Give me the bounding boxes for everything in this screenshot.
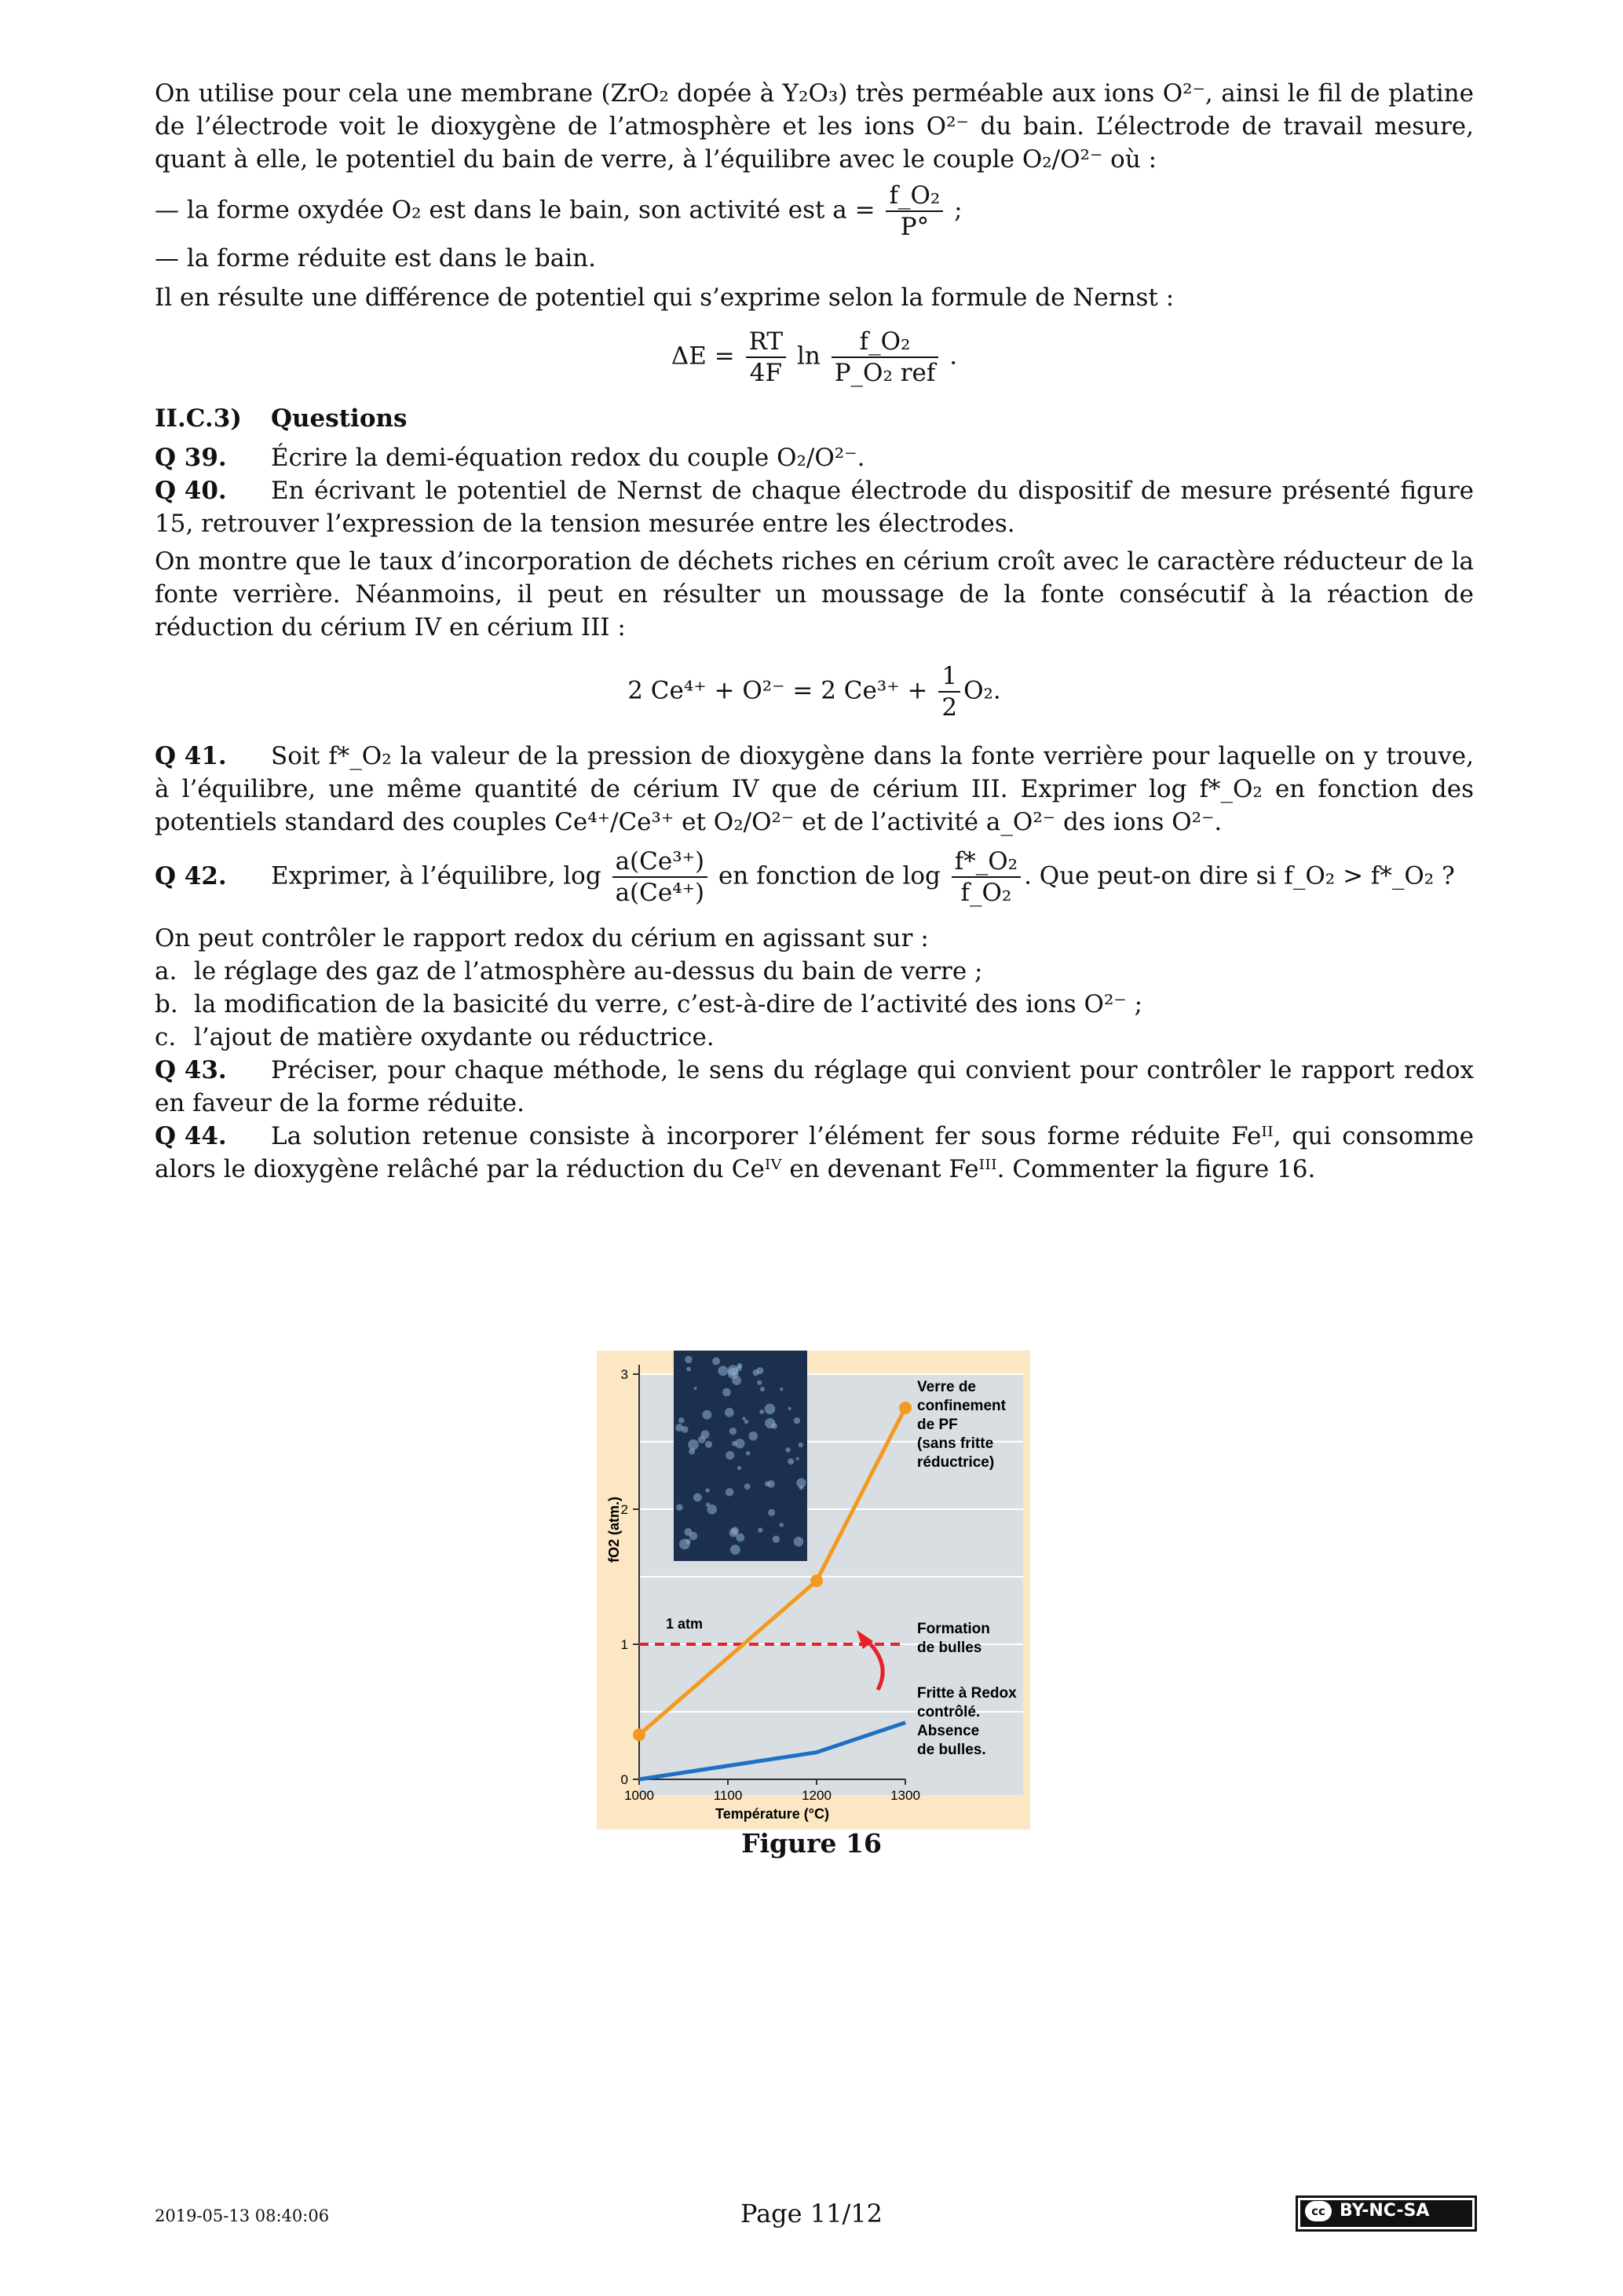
bubble-dot <box>676 1504 683 1511</box>
bubble-dot <box>788 1458 794 1464</box>
bubble-dot <box>742 1417 745 1420</box>
bubble-dot <box>678 1417 685 1424</box>
bubble-dot <box>685 1356 692 1363</box>
annotation-verre: réductrice) <box>917 1454 995 1471</box>
question-41: Q 41. Soit f*_O₂ la valeur de la pression de dioxygène dans la fonte verrière pour laquelle on y trouve, à l’équilibre, une même quantité de cérium IV que de cérium III. Exprimer log f*_O₂ en fonction des potentiels standard des couples Ce⁴⁺/Ce³⁺ et O₂/O²⁻ et de l’activité a_O²⁻ des ions O²⁻. <box>155 742 1474 836</box>
bubble-dot <box>759 1409 764 1414</box>
bubble-dot <box>729 1528 738 1537</box>
bubble-dot <box>746 1451 751 1456</box>
bubble-dot <box>705 1441 712 1448</box>
question-43: Q 43. Préciser, pour chaque méthode, le sens du réglage qui convient pour contrôler le rapport redox en faveur de la forme réduite. <box>155 1056 1474 1117</box>
bubble-dot <box>799 1442 803 1447</box>
bubble-dot <box>693 1493 702 1502</box>
annotation-verre: (sans fritte <box>917 1435 994 1452</box>
annotation-bulles: Formation <box>917 1621 990 1637</box>
figure-16-chart <box>597 1351 1030 1830</box>
x-tick-label: 1300 <box>890 1788 920 1803</box>
bubble-dot <box>701 1430 710 1439</box>
y-tick-label: 2 <box>620 1502 628 1517</box>
bubble-dot <box>718 1366 728 1376</box>
y-tick-label: 1 <box>620 1637 628 1652</box>
bubble-dot <box>712 1358 720 1366</box>
x-tick-label: 1000 <box>624 1788 654 1803</box>
bubble-dot <box>686 1367 691 1372</box>
list-item: b. la modification de la basicité du verre, c’est-à-dire de l’activité des ions O²⁻ ; <box>155 990 1143 1018</box>
x-axis-title: Température (°C) <box>715 1806 829 1822</box>
bubble-dot <box>732 1376 741 1385</box>
timestamp: 2019-05-13 08:40:06 <box>155 2206 330 2225</box>
y-tick-label: 3 <box>620 1367 628 1382</box>
nernst-equation: ΔE = $\frac{RT}{4F}$ ln $\frac{\text{f\_O₂}}{\text{P\_O₂ ref}}$ . <box>671 327 958 387</box>
bubble-dot <box>728 1365 739 1376</box>
bubble-dot <box>725 1408 734 1417</box>
bubble-dot <box>786 1447 791 1452</box>
bubble-dot <box>760 1387 765 1391</box>
bubble-dot <box>732 1441 737 1446</box>
section-heading: II.C.3) Questions <box>155 404 408 433</box>
bubble-dot <box>768 1509 775 1516</box>
series-point <box>810 1574 823 1587</box>
reaction-equation: 2 Ce⁴⁺ + O²⁻ = 2 Ce³⁺ + $\frac{1}{2}$ O₂. <box>627 662 1001 722</box>
annotation-verre: de PF <box>917 1417 958 1433</box>
bubble-dot <box>689 1448 695 1454</box>
page-number: Page 11/12 <box>740 2199 883 2228</box>
annotation-fritte: de bulles. <box>917 1742 986 1758</box>
bubble-dot <box>757 1380 762 1385</box>
bubble-dot <box>744 1483 751 1490</box>
question-40: Q 40. En écrivant le potentiel de Nernst de chaque électrode du dispositif de mesure présenté figure 15, retrouver l’expression de la tension mesurée entre les électrodes. <box>155 477 1474 538</box>
bubble-dot <box>780 1387 783 1391</box>
bubble-dot <box>794 1537 804 1547</box>
intro-paragraph: On utilise pour cela une membrane (ZrO₂ dopée à Y₂O₃) très perméable aux ions O²⁻, ainsi le fil de platine de l’électrode voit le dioxygène de l’atmosphère et les ions O²⁻ du bain. L’électrode de travail mesure, quant à elle, le potentiel du bain de verre, à l’équilibre avec le couple O₂/O²⁻ où : <box>155 79 1474 174</box>
control-paragraph: On peut contrôler le rapport redox du cérium en agissant sur : <box>155 924 929 952</box>
cc-icon: cc <box>1305 2201 1332 2221</box>
bubble-dot <box>765 1481 770 1486</box>
annotation-bulles: de bulles <box>917 1640 982 1656</box>
bubble-dot <box>722 1388 731 1397</box>
bubble-dot <box>758 1527 762 1532</box>
annotation-fritte: Absence <box>917 1723 980 1739</box>
page-body <box>155 77 1474 1186</box>
x-tick-label: 1100 <box>713 1788 743 1803</box>
bubble-dot <box>765 1418 775 1428</box>
bubble-dot <box>705 1488 710 1493</box>
x-tick-label: 1200 <box>802 1788 832 1803</box>
bubble-dot <box>707 1504 717 1515</box>
bubble-dot <box>729 1428 737 1435</box>
activity-fraction: $\frac{\text{f\_O₂}}{P^\circ}$ <box>886 181 943 242</box>
series-point <box>633 1728 645 1741</box>
series-point <box>899 1402 912 1414</box>
bubble-dot <box>765 1403 776 1414</box>
nernst-intro: Il en résulte une différence de potentiel qui s’exprime selon la formule de Nernst : <box>155 283 1175 312</box>
bubble-dot <box>726 1488 733 1496</box>
question-42: Q 42. Exprimer, à l’équilibre, log $\frac{\text{a(Ce³⁺)}}{\text{a(Ce⁴⁺)}}$ en fonction de log $\frac{\text{f*\_O₂}}{\text{f\_O₂}}$ . Que peut-on dire si f_O₂ > f*_O₂ ? <box>155 847 1455 907</box>
list-item: c. l’ajout de matière oxydante ou réductrice. <box>155 1023 715 1051</box>
license-badge: cc BY-NC-SA <box>1296 2195 1477 2232</box>
bubble-dot <box>748 1431 758 1441</box>
bubble-dot <box>794 1417 800 1424</box>
figure-caption: Figure 16 <box>741 1828 882 1859</box>
dash-item-reduced: — la forme réduite est dans le bain. <box>155 244 596 272</box>
bubble-dot <box>730 1545 740 1555</box>
bubble-dot <box>689 1532 698 1541</box>
question-44: Q 44. La solution retenue consiste à incorporer l’élément fer sous forme réduite Feᴵᴵ, qui consomme alors le dioxygène relâché par la réduction du Ceᴵⱽ en devenant Feᴵᴵᴵ. Commenter la figure 16. <box>155 1122 1474 1183</box>
dash-item-oxidized: — la forme oxydée O₂ est dans le bain, son activité est a = $\frac{\text{f\_O₂}}{P^\circ}$ ; <box>155 181 963 241</box>
bubble-dot <box>799 1486 804 1490</box>
annotation-verre: confinement <box>917 1398 1006 1414</box>
bubble-dot <box>726 1451 734 1460</box>
bubble-dot <box>688 1439 699 1450</box>
annotation-fritte: contrôlé. <box>917 1704 981 1720</box>
question-39: Q 39. Écrire la demi-équation redox du couple O₂/O²⁻. <box>155 444 865 472</box>
bubble-dot <box>773 1535 780 1542</box>
bubble-dot <box>682 1426 689 1433</box>
bubble-dot <box>694 1387 697 1390</box>
annotation-verre: Verre de <box>917 1379 976 1395</box>
bubble-dot <box>685 1539 690 1544</box>
y-tick-label: 0 <box>620 1772 628 1787</box>
annotation-fritte: Fritte à Redox <box>917 1685 1017 1702</box>
list-item: a. le réglage des gaz de l’atmosphère au-dessus du bain de verre ; <box>155 957 983 985</box>
cerium-paragraph: On montre que le taux d’incorporation de déchets riches en cérium croît avec le caractère réducteur de la fonte verrière. Néanmoins, il peut en résulter un moussage de la fonte consécutif à la réaction de réduction du cérium IV en cérium III : <box>155 547 1474 642</box>
bubble-dot <box>780 1523 784 1526</box>
bubble-dot <box>737 1466 741 1470</box>
bubble-dot <box>795 1457 799 1461</box>
bubble-dot <box>788 1407 791 1410</box>
y-axis-title: fO2 (atm.) <box>606 1496 622 1563</box>
reference-line-label: 1 atm <box>666 1616 704 1632</box>
bubble-dot <box>744 1420 749 1424</box>
bubble-dot <box>702 1410 711 1420</box>
bubble-dot <box>753 1369 759 1376</box>
